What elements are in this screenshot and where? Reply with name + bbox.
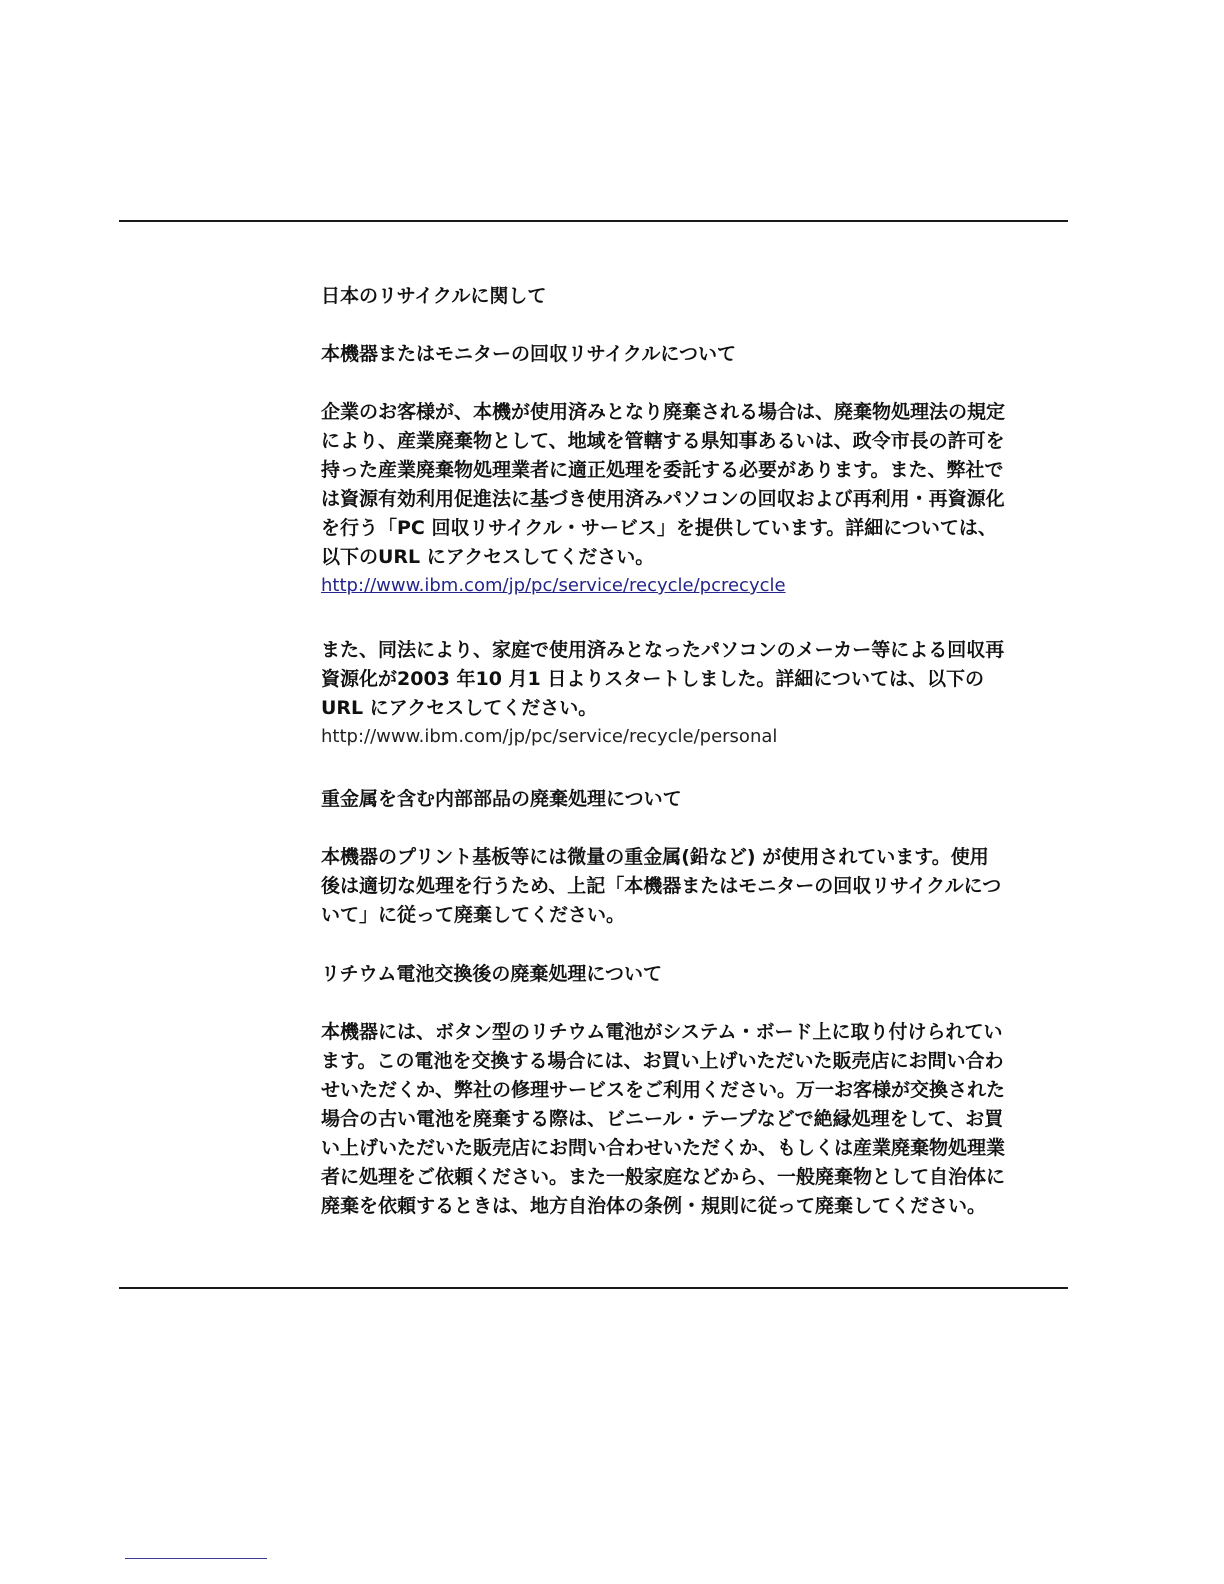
paragraph-line: ます。この電池を交換する場合には、お買い上げいただいた販売店にお問い合わ [321,1050,1004,1072]
paragraph-line: い上げいただいた販売店にお問い合わせいただくか、もしくは産業廃棄物処理業 [321,1137,1006,1159]
paragraph-line: URL にアクセスしてください。 [321,697,598,719]
paragraph-line: 資源化が2003 年10 月1 日よりスタートしました。詳細については、以下の [321,668,985,690]
personal-recycle-url: http://www.ibm.com/jp/pc/service/recycle/personal [321,726,778,747]
monitor-recycling-heading: 本機器またはモニターの回収リサイクルについて [321,343,736,365]
footnote-separator [125,1558,267,1559]
heavy-metal-paragraph [321,843,1066,930]
paragraph-line: により、産業廃棄物として、地域を管轄する県知事あるいは、政令市長の許可を [321,430,1005,452]
paragraph-line: 後は適切な処理を行うため、上記「本機器またはモニターの回収リサイクルにつ [321,875,1002,897]
paragraph-line: は資源有効利用促進法に基づき使用済みパソコンの回収および再利用・再資源化 [321,488,1005,510]
paragraph-line: いて」に従って廃棄してください。 [321,904,626,926]
top-rule [119,220,1068,222]
paragraph-line: 企業のお客様が、本機が使用済みとなり廃棄される場合は、廃棄物処理法の規定 [321,401,1006,423]
paragraph-line: また、同法により、家庭で使用済みとなったパソコンのメーカー等による回収再 [321,639,1005,661]
paragraph-line: 者に処理をご依頼ください。また一般家庭などから、一般廃棄物として自治体に [321,1166,1006,1188]
pc-recycle-link[interactable]: http://www.ibm.com/jp/pc/service/recycle/pcrecycle [321,575,786,596]
recycling-notice [321,282,1066,1221]
paragraph-line: せいただくか、弊社の修理サービスをご利用ください。万一お客様が交換された [321,1079,1006,1101]
paragraph-line: 廃棄を依頼するときは、地方自治体の条例・規則に従って廃棄してください。 [321,1195,987,1217]
paragraph-line: 場合の古い電池を廃棄する際は、ビニール・テープなどで絶縁処理をして、お買 [321,1108,1004,1130]
page-title: 日本のリサイクルに関して [321,285,547,307]
paragraph-line: 持った産業廃棄物処理業者に適正処理を委託する必要があります。また、弊社で [321,459,1004,481]
paragraph-line: 以下のURL にアクセスしてください。 [321,546,655,568]
household-recycling-paragraph [321,636,1066,723]
heavy-metal-heading: 重金属を含む内部部品の廃棄処理について [321,788,682,810]
paragraph-line: を行う「PC 回収リサイクル・サービス」を提供しています。詳細については、 [321,517,997,539]
corporate-recycling-paragraph [321,398,1066,572]
lithium-battery-paragraph [321,1018,1066,1221]
paragraph-line: 本機器には、ボタン型のリチウム電池がシステム・ボード上に取り付けられてい [321,1021,1003,1043]
bottom-rule [119,1287,1068,1289]
paragraph-line: 本機器のプリント基板等には微量の重金属(鉛など) が使用されています。使用 [321,846,989,868]
lithium-battery-heading: リチウム電池交換後の廃棄処理について [321,963,663,985]
